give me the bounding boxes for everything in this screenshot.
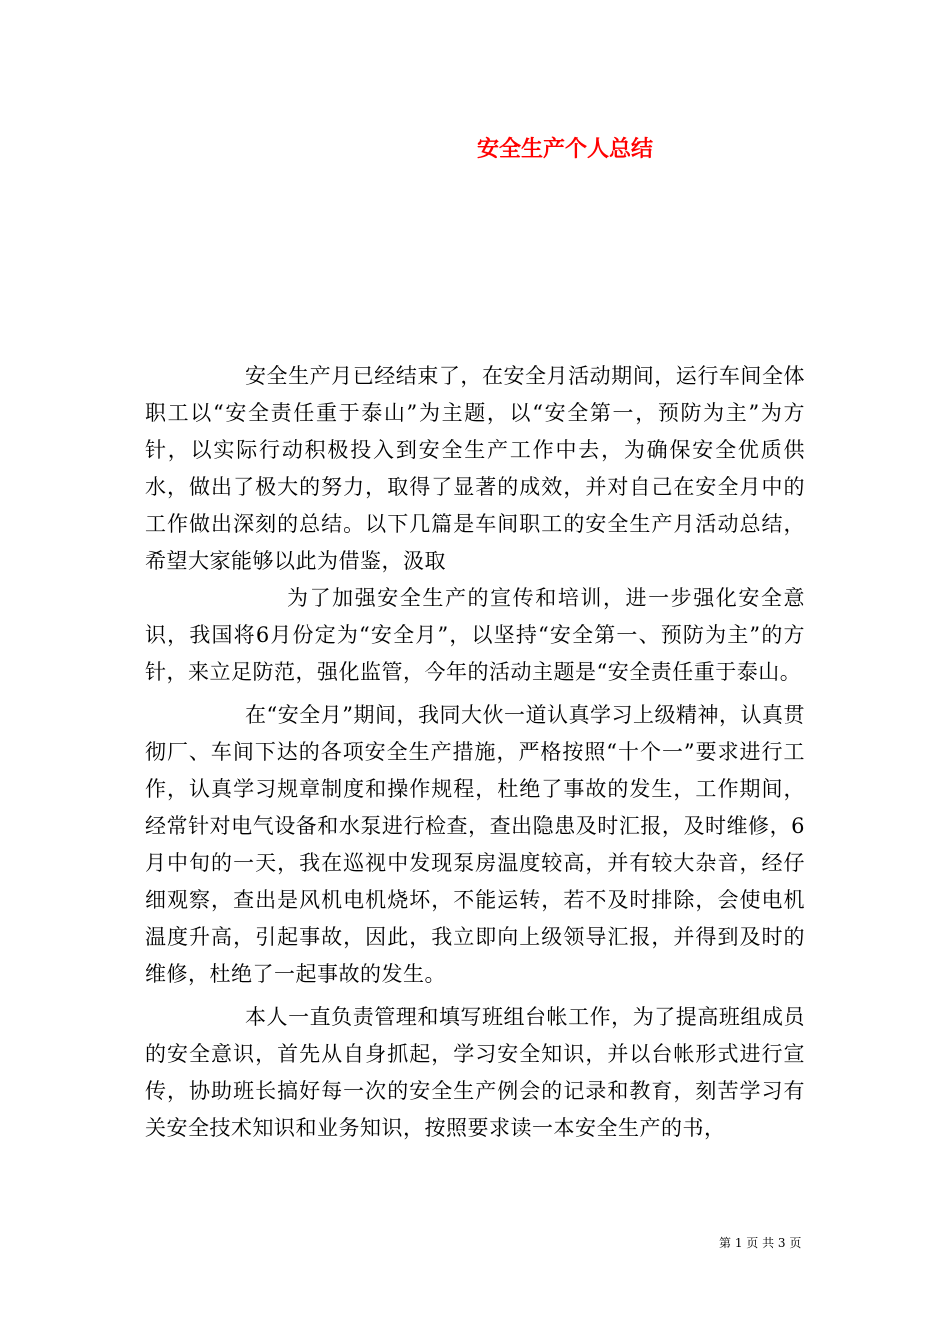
paragraph-4: 本人一直负责管理和填写班组台帐工作，为了提高班组成员的安全意识，首先从自身抓起，学习安全知识，并以台帐形式进行宣传，协助班长搞好每一次的安全生产例会的记录和教育，刻苦学习有关安全技术知识和业务知识，按照要求读一本安全生产的书， — [145, 1005, 805, 1140]
paragraph-3: 在“安全月”期间，我同大伙一道认真学习上级精神，认真贯彻厂、车间下达的各项安全生产措施，严格按照“十个一”要求进行工作，认真学习规章制度和操作规程，杜绝了事故的发生，工作期间，经常针对电气设备和水泵进行检查，查出隐患及时汇报，及时维修，6月中旬的一天，我在巡视中发现泵房温度较高，并有较大杂音，经仔细观察，查出是风机电机烧坏，不能运转，若不及时排除，会使电机温度升高，引起事故，因此，我立即向上级领导汇报，并得到及时的维修，杜绝了一起事故的发生。 — [145, 703, 805, 986]
paragraph-1: 安全生产月已经结束了，在安全月活动期间，运行车间全体职工以“安全责任重于泰山”为主题，以“安全第一，预防为主”为方针，以实际行动积极投入到安全生产工作中去，为确保安全优质供水，做出了极大的努力，取得了显著的成效，并对自己在安全月中的工作做出深刻的总结。以下几篇是车间职工的安全生产月活动总结，希望大家能够以此为借鉴，汲取 — [145, 364, 805, 573]
page-footer: 第 1 页 共 3 页 — [719, 1236, 802, 1250]
document-title: 安全生产个人总结 — [476, 136, 653, 162]
document-body — [145, 358, 805, 1147]
paragraph-2: 为了加强安全生产的宣传和培训，进一步强化安全意识，我国将6月份定为“安全月”，以坚持“安全第一、预防为主”的方针，来立足防范，强化监管，今年的活动主题是“安全责任重于泰山。 — [145, 586, 805, 684]
